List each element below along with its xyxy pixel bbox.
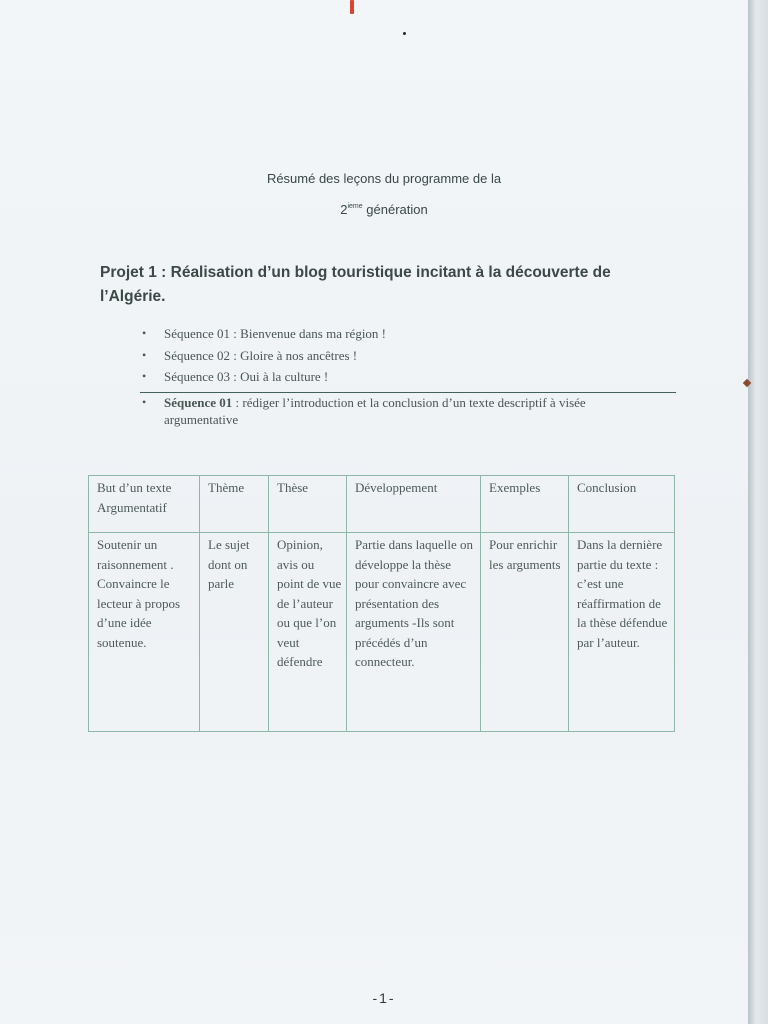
table-header-cell: Conclusion: [569, 476, 675, 533]
title-superscript: ieme: [347, 203, 363, 210]
page-number: -1-: [372, 990, 396, 1006]
table-header-cell: Développement: [347, 476, 481, 533]
table-row: [89, 533, 675, 732]
red-ink-mark: [350, 0, 354, 14]
table-header-cell: But d’un texte Argumentatif: [89, 476, 200, 533]
document-title-line2: [0, 202, 768, 217]
table-cell: Partie dans laquelle on développe la thèse pour convaincre avec présentation des arguments -Ils sont précédés d’un connecteur.: [347, 533, 481, 732]
table-header-cell: Exemples: [481, 476, 569, 533]
table-cell: Pour enrichir les arguments: [481, 533, 569, 732]
sequence-detail-text: : rédiger l’introduction et la conclusion d’un texte descriptif à visée argumentative: [164, 395, 586, 427]
sequence-item: • Séquence 03 : Oui à la culture !: [140, 366, 386, 388]
sequence-item: • Séquence 02 : Gloire à nos ancêtres !: [140, 345, 386, 367]
sequence-detail-label: Séquence 01: [164, 395, 233, 410]
title-number: 2: [340, 202, 348, 217]
ink-dot: [403, 32, 406, 35]
document-title-line1: Résumé des leçons du programme de la: [266, 171, 502, 186]
table-header-row: [89, 476, 675, 533]
table-header-cell: Thème: [200, 476, 269, 533]
table-cell: Soutenir un raisonnement . Convaincre le lecteur à propos d’une idée soutenue.: [89, 533, 200, 732]
sequence-item: • Séquence 01 : Bienvenue dans ma région !: [140, 323, 386, 345]
title-suffix: génération: [362, 202, 428, 217]
sequence-list: [140, 323, 386, 388]
horizontal-rule: [140, 392, 676, 393]
table-cell: Opinion, avis ou point de vue de l’auteur ou que l’on veut défendre: [269, 533, 347, 732]
table-header-cell: Thèse: [269, 476, 347, 533]
page-edge: [748, 0, 768, 1024]
bullet-icon: •: [142, 395, 147, 409]
table-cell: Le sujet dont on parle: [200, 533, 269, 732]
argument-table: [88, 475, 675, 732]
table-cell: Dans la dernière partie du texte : c’est une réaffirmation de la thèse défendue par l’auteur.: [569, 533, 675, 732]
sequence-detail: [140, 394, 660, 428]
project-title: Projet 1 : Réalisation d’un blog touristique incitant à la découverte de l’Algérie.: [100, 264, 611, 305]
